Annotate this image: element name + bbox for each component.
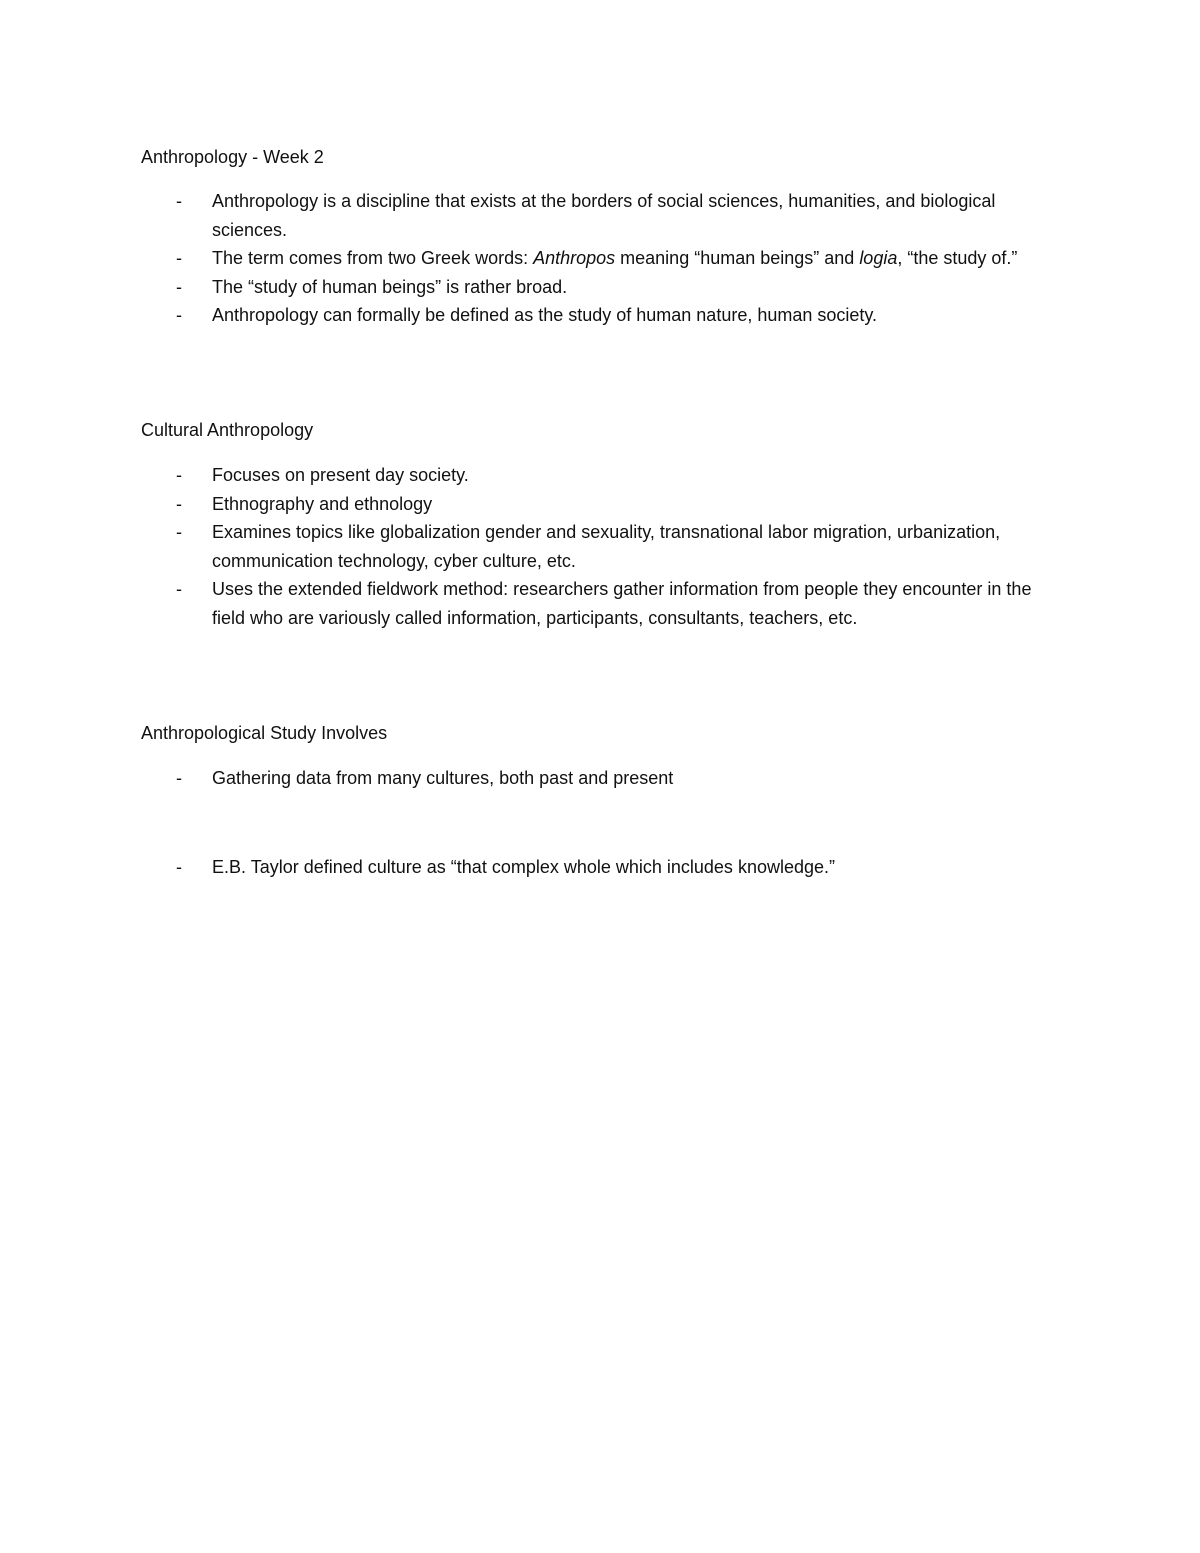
section-week-2 <box>141 145 1061 330</box>
bullet-dash: - <box>176 465 182 485</box>
list-item-text: Focuses on present day society. <box>212 465 469 485</box>
bullet-list <box>141 764 1061 881</box>
bullet-dash: - <box>176 191 182 211</box>
list-item-text: Anthropology can formally be defined as the study of human nature, human society. <box>212 305 878 325</box>
bullet-list <box>141 187 1061 330</box>
bullet-dash: - <box>176 579 182 599</box>
list-item-italic-text: logia <box>859 248 898 268</box>
section-anthropological-study <box>141 721 1061 881</box>
list-item <box>141 853 1061 882</box>
list-item <box>141 273 1061 302</box>
list-item <box>141 301 1061 330</box>
bullet-list <box>141 461 1061 632</box>
bullet-dash: - <box>176 522 182 542</box>
list-item-text: Examines topics like globalization gender and sexuality, transnational labor migration, urbanization, communication technology, cyber culture, etc. <box>212 522 1001 571</box>
section-heading: Cultural Anthropology <box>141 420 314 440</box>
bullet-dash: - <box>176 493 182 514</box>
list-item <box>141 764 1061 793</box>
list-item-text: , “the study of.” <box>897 248 1018 268</box>
list-item <box>141 461 1061 490</box>
list-item-text: Gathering data from many cultures, both past and present <box>212 768 674 788</box>
list-item-text: Ethnography and ethnology <box>212 493 433 514</box>
section-heading: Anthropological Study Involves <box>141 723 388 743</box>
bullet-dash: - <box>176 276 182 297</box>
list-item <box>141 490 1061 519</box>
list-item-text: Uses the extended fieldwork method: researchers gather information from people they encounter in the field who are variously called information, participants, consultants, teachers, etc. <box>212 579 1032 628</box>
list-item-italic-text: Anthropos <box>533 248 616 268</box>
list-item <box>141 244 1061 273</box>
list-item-text: Anthropology is a discipline that exists at the borders of social sciences, humanities, and biological sciences. <box>212 191 996 240</box>
list-item-text: E.B. Taylor defined culture as “that complex whole which includes knowledge.” <box>212 856 835 877</box>
list-item <box>141 187 1061 244</box>
section-heading: Anthropology - Week 2 <box>141 147 324 167</box>
bullet-dash: - <box>176 856 182 877</box>
bullet-dash: - <box>176 768 182 788</box>
list-item <box>141 575 1061 632</box>
section-cultural-anthropology <box>141 418 1061 632</box>
list-item-text: meaning “human beings” and <box>615 248 860 268</box>
list-item <box>141 518 1061 575</box>
list-item-text: The “study of human beings” is rather broad. <box>212 276 568 297</box>
list-item-text: The term comes from two Greek words: <box>212 248 534 268</box>
bullet-dash: - <box>176 248 182 268</box>
bullet-dash: - <box>176 305 182 325</box>
